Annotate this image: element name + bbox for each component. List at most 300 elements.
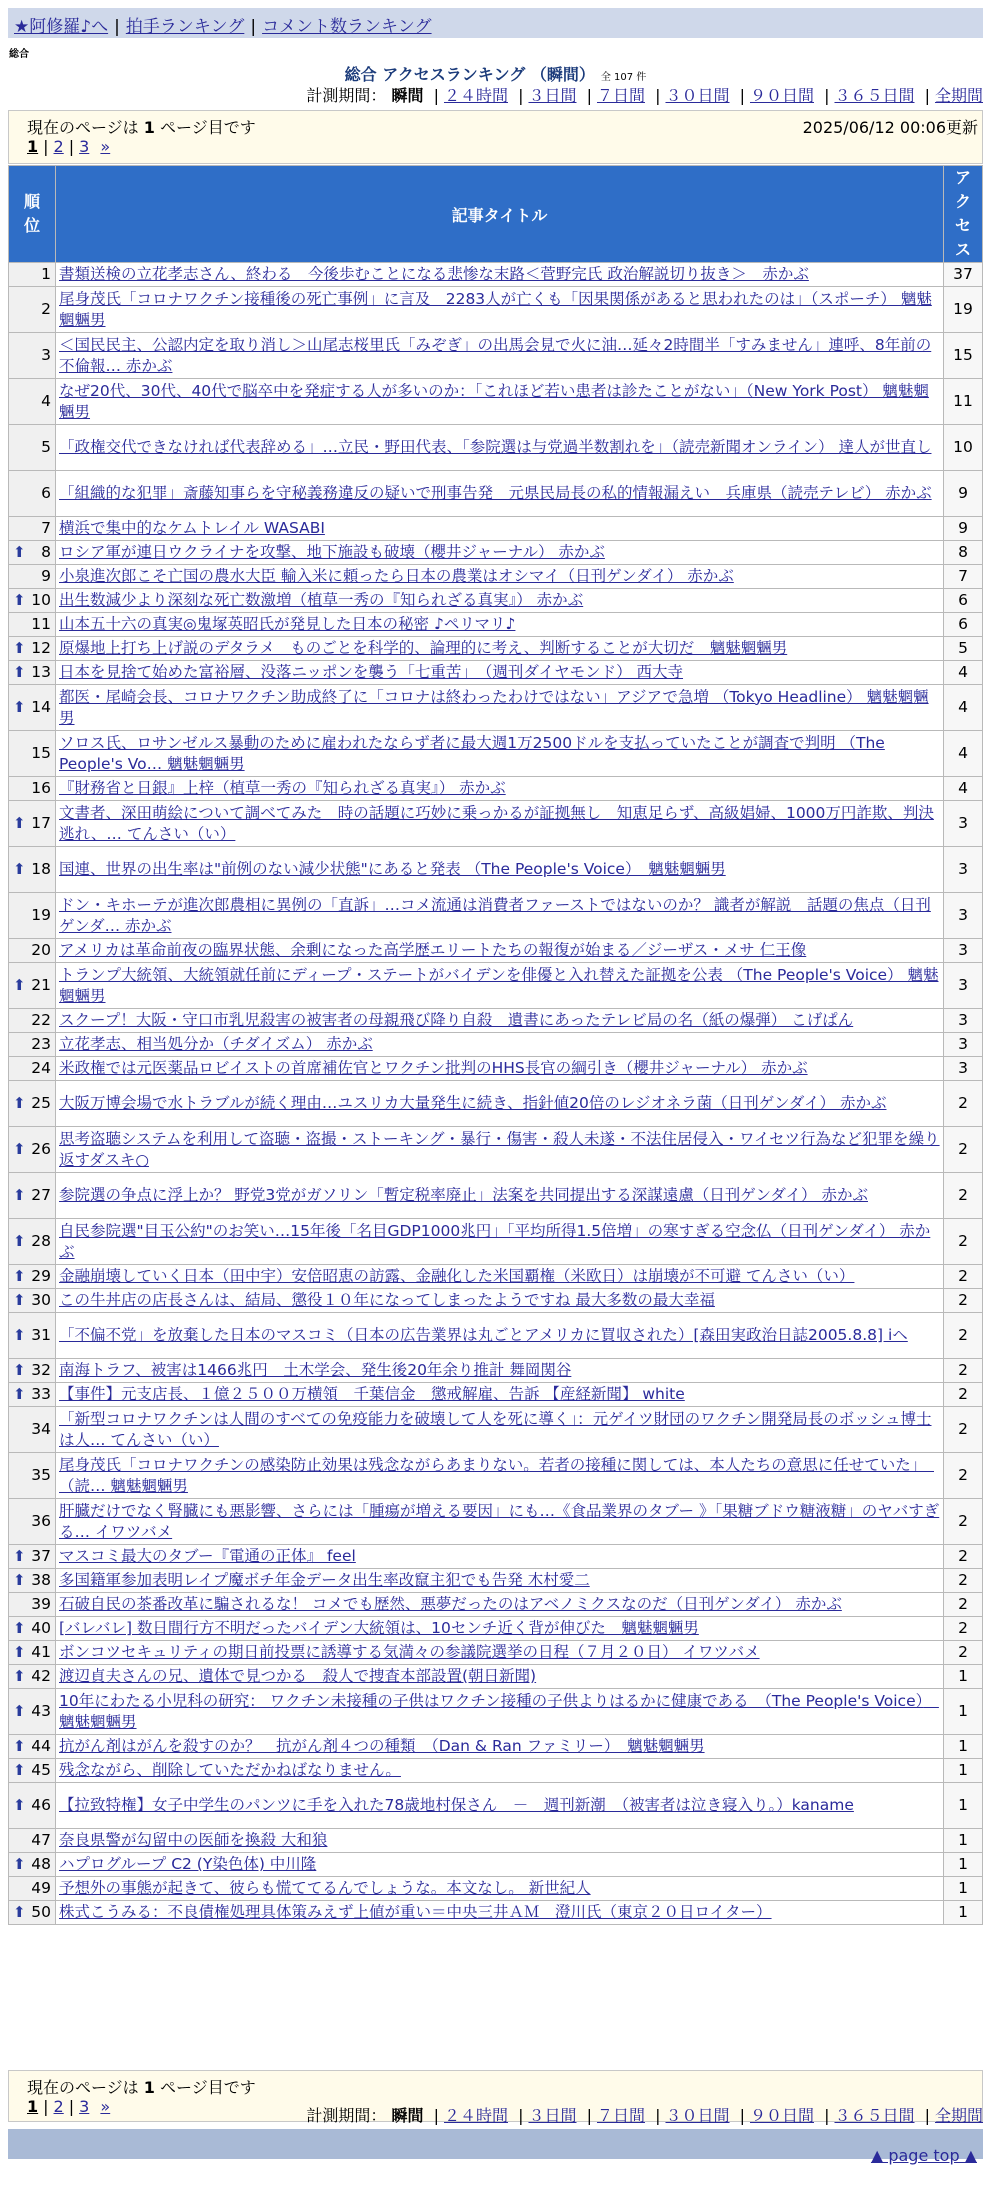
period-link-365d[interactable]: ３６５日間 — [834, 86, 915, 105]
table-row — [9, 847, 983, 893]
rank-cell — [9, 589, 56, 613]
article-link[interactable]: スクープ！大阪・守口市乳児殺害の被害者の母親飛び降り自殺 遺書にあったテレビ局の名（紙の爆弾） こげぱん — [59, 1011, 854, 1029]
table-row — [9, 1173, 983, 1219]
article-link[interactable]: 南海トラフ、被害は1466兆円 土木学会、発生後20年余り推計 舞岡関谷 — [59, 1361, 572, 1379]
article-link[interactable]: ロシア軍が連日ウクライナを攻撃、地下施設も破壊（櫻井ジャーナル） 赤かぶ — [59, 543, 605, 561]
rank-number: 48 — [31, 1855, 51, 1873]
access-count: 3 — [944, 963, 983, 1009]
ranking-body — [9, 263, 983, 1925]
rank-cell — [9, 777, 56, 801]
rank-cell — [9, 1359, 56, 1383]
table-row — [9, 613, 983, 637]
title-cell — [56, 1057, 944, 1081]
rank-up-arrow-icon: ⬆ — [13, 1547, 26, 1565]
title-cell — [56, 1081, 944, 1127]
rank-up-arrow-icon: ⬆ — [13, 1140, 26, 1158]
access-count: 11 — [944, 379, 983, 425]
header-rank: 順位 — [9, 166, 56, 263]
access-count: 1 — [944, 1783, 983, 1829]
access-count: 2 — [944, 1265, 983, 1289]
period-link-90d[interactable]: ９０日間 — [749, 86, 814, 105]
pager-page-1: 1 — [27, 2097, 39, 2116]
article-link[interactable]: 自民参院選"目玉公約"のお笑い…15年後「名目GDP1000兆円」「平均所得1.5倍増」の寒すぎる空念仏（日刊ゲンダイ） 赤かぶ — [59, 1221, 931, 1261]
title-cell — [56, 893, 944, 939]
rank-up-arrow-icon: ⬆ — [13, 1361, 26, 1379]
page-top-link[interactable]: ▲ page top ▲ — [870, 2146, 977, 2165]
table-row — [9, 1453, 983, 1499]
table-row — [9, 1689, 983, 1735]
article-link[interactable]: 米政権では元医薬品ロビイストの首席補佐官とワクチン批判のHHS長官の綱引き（櫻井ジャーナル） 赤かぶ — [59, 1059, 808, 1077]
title-cell — [56, 1877, 944, 1901]
article-link[interactable]: 「新型コロナワクチンは人間のすべての免疫能力を破壊して人を死に導く」：元ゲイツ財団のワクチン開発局長のボッシュ博士は人… てんさい（い） — [59, 1409, 932, 1449]
table-row — [9, 471, 983, 517]
rank-cell — [9, 1453, 56, 1499]
rank-cell — [9, 1313, 56, 1359]
article-link[interactable]: 横浜で集中的なケムトレイル WASABI — [59, 519, 325, 537]
table-row — [9, 685, 983, 731]
rank-cell — [9, 1569, 56, 1593]
article-link[interactable]: 「政権交代できなければ代表辞める」…立民・野田代表、「参院選は与党過半数割れを」（読売新聞オンライン） 達人が世直し — [59, 438, 932, 456]
period-link-7d[interactable]: ７日間 — [596, 2106, 645, 2125]
table-row — [9, 333, 983, 379]
rank-number: 10 — [31, 591, 51, 609]
rank-up-arrow-icon: ⬆ — [13, 663, 26, 681]
rank-cell — [9, 893, 56, 939]
rank-number: 6 — [41, 484, 51, 502]
rank-cell — [9, 1545, 56, 1569]
rank-number: 35 — [31, 1466, 51, 1484]
rank-cell — [9, 1033, 56, 1057]
access-count: 2 — [944, 1383, 983, 1407]
pager-bottom: 1 | 2 | 3 » — [27, 2097, 111, 2116]
rank-number: 16 — [31, 779, 51, 797]
title-cell — [56, 1569, 944, 1593]
access-count: 15 — [944, 333, 983, 379]
rank-up-arrow-icon: ⬆ — [13, 860, 26, 878]
rank-cell — [9, 1407, 56, 1453]
rank-number: 23 — [31, 1035, 51, 1053]
access-count: 2 — [944, 1173, 983, 1219]
period-link-30d[interactable]: ３０日間 — [665, 86, 730, 105]
rank-cell — [9, 637, 56, 661]
title-cell — [56, 425, 944, 471]
pager-page-3[interactable]: 3 — [79, 137, 90, 156]
access-count: 9 — [944, 471, 983, 517]
article-link[interactable]: 尾身茂氏「コロナワクチン接種後の死亡事例」に言及 2283人が亡くも「因果関係があると思われたのは」（スポーチ） 魑魅魍魎男 — [59, 289, 932, 329]
article-link[interactable]: 株式こうみる：不良債権処理具体策みえず上値が重い＝中央三井ＡＭ 澄川氏（東京２０日ロイター） — [59, 1903, 772, 1921]
title-cell — [56, 1127, 944, 1173]
access-count: 1 — [944, 1689, 983, 1735]
title-cell — [56, 847, 944, 893]
rank-number: 41 — [31, 1643, 51, 1661]
rank-number: 13 — [31, 663, 51, 681]
nav-link-applause-ranking[interactable]: 拍手ランキング — [125, 17, 245, 37]
article-link[interactable]: 肝臓だけでなく腎臓にも悪影響、さらには「腫瘍が増える要因」にも…《食品業界のタブー 》「果糖ブドウ糖液糖」のヤバすぎる… イワツバメ — [59, 1501, 940, 1541]
article-link[interactable]: 国連、世界の出生率は"前例のない減少状態"にあると発表 （The People's Voice） 魑魅魍魎男 — [59, 860, 726, 878]
rank-cell — [9, 541, 56, 565]
pager-page-2[interactable]: 2 — [53, 137, 64, 156]
article-link[interactable]: ソロス氏、ロサンゼルス暴動のために雇われたならず者に最大週1万2500ドルを支払っていたことが調査で判明 （The People's Vo… 魑魅魍魎男 — [59, 733, 885, 773]
period-link-7d[interactable]: ７日間 — [596, 86, 645, 105]
access-count: 2 — [944, 1289, 983, 1313]
period-link-all[interactable]: 全期間 — [934, 2106, 983, 2125]
article-link[interactable]: 金融崩壊していく日本（田中宇）安倍昭恵の訪露、金融化した米国覇権（米欧日）は崩壊が不可避 てんさい（い） — [59, 1267, 855, 1285]
table-row — [9, 777, 983, 801]
title-cell — [56, 1173, 944, 1219]
rank-number: 18 — [31, 860, 51, 878]
table-row — [9, 1641, 983, 1665]
access-count: 1 — [944, 1735, 983, 1759]
table-row — [9, 1081, 983, 1127]
table-row — [9, 565, 983, 589]
title-cell — [56, 1499, 944, 1545]
rank-up-arrow-icon: ⬆ — [13, 1291, 26, 1309]
rank-number: 3 — [41, 346, 51, 364]
article-link[interactable]: 都医・尾崎会長、コロナワクチン助成終了に「コロナは終わったわけではない」アジアで急増 （Tokyo Headline） 魑魅魍魎男 — [59, 687, 929, 727]
rank-cell — [9, 1901, 56, 1925]
table-row — [9, 1829, 983, 1853]
title-cell — [56, 379, 944, 425]
title-cell — [56, 565, 944, 589]
title-cell — [56, 1829, 944, 1853]
access-count: 3 — [944, 1033, 983, 1057]
access-count: 2 — [944, 1219, 983, 1265]
rank-number: 12 — [31, 639, 51, 657]
rank-cell — [9, 1735, 56, 1759]
period-link-90d[interactable]: ９０日間 — [749, 2106, 814, 2125]
period-current: 瞬間 — [391, 2106, 424, 2125]
article-link[interactable]: ドン・キホーテが進次郎農相に異例の「直訴」…コメ流通は消費者ファーストではないのか？ 識者が解説 話題の焦点（日刊ゲンダ… 赤かぶ — [59, 895, 931, 935]
title-cell — [56, 1359, 944, 1383]
access-count: 37 — [944, 263, 983, 287]
rank-up-arrow-icon: ⬆ — [13, 1761, 26, 1779]
title-cell — [56, 333, 944, 379]
article-link[interactable]: 10年にわたる小児科の研究： ワクチン未接種の子供はワクチン接種の子供よりはるかに健康である （The People's Voice） 魑魅魍魎男 — [59, 1691, 939, 1731]
article-link[interactable]: 山本五十六の真実◎鬼塚英昭氏が発見した日本の秘密 ♪ペリマリ♪ — [59, 615, 516, 633]
access-count: 2 — [944, 1081, 983, 1127]
title-cell — [56, 801, 944, 847]
title-cell — [56, 287, 944, 333]
page-title-block — [0, 62, 991, 85]
rank-number: 4 — [41, 392, 51, 410]
table-row — [9, 1853, 983, 1877]
rank-up-arrow-icon: ⬆ — [13, 1643, 26, 1661]
period-link-24h[interactable]: ２４時間 — [443, 86, 508, 105]
access-count: 2 — [944, 1641, 983, 1665]
access-count: 2 — [944, 1593, 983, 1617]
article-link[interactable]: 参院選の争点に浮上か？ 野党3党がガソリン「暫定税率廃止」法案を共同提出する深謀遠慮（日刊ゲンダイ） 赤かぶ — [59, 1186, 868, 1204]
rank-cell — [9, 263, 56, 287]
rank-cell — [9, 1057, 56, 1081]
title-cell — [56, 1453, 944, 1499]
category-label: 総合 — [9, 49, 29, 60]
rank-number: 22 — [31, 1011, 51, 1029]
table-row — [9, 1569, 983, 1593]
article-link[interactable]: 文書者、深田萌絵について調べてみた 時の話題に巧妙に乗っかるが証拠無し 知恵足らず、高級娼婦、1000万円詐欺、判決逃れ、… てんさい（い） — [59, 803, 934, 843]
title-cell — [56, 1313, 944, 1359]
access-count: 2 — [944, 1359, 983, 1383]
title-cell — [56, 1641, 944, 1665]
rank-cell — [9, 939, 56, 963]
rank-cell — [9, 1499, 56, 1545]
access-count: 3 — [944, 847, 983, 893]
table-row — [9, 661, 983, 685]
article-link[interactable]: 予想外の事態が起きて、彼らも慌ててるんでしょうな。本文なし。 新世紀人 — [59, 1879, 591, 1897]
table-row — [9, 1057, 983, 1081]
page-info-top — [8, 110, 983, 164]
period-link-24h[interactable]: ２４時間 — [443, 2106, 508, 2125]
period-link-3d[interactable]: ３日間 — [528, 2106, 577, 2125]
rank-cell — [9, 1265, 56, 1289]
table-row — [9, 1383, 983, 1407]
rank-number: 49 — [31, 1879, 51, 1897]
article-link[interactable]: 尾身茂氏「コロナワクチンの感染防止効果は残念ながらあまりない。若者の接種に関しては、本人たちの意思に任せていた」 （読… 魑魅魍魎男 — [59, 1455, 934, 1495]
title-cell — [56, 963, 944, 1009]
access-count: 6 — [944, 589, 983, 613]
access-count: 1 — [944, 1665, 983, 1689]
table-row — [9, 1593, 983, 1617]
rank-up-arrow-icon: ⬆ — [13, 698, 26, 716]
nav-separator: | — [250, 17, 257, 37]
rank-number: 40 — [31, 1619, 51, 1637]
rank-up-arrow-icon: ⬆ — [13, 1702, 26, 1720]
article-link[interactable]: 「組織的な犯罪」斎藤知事らを守秘義務違反の疑いで刑事告発 元県民局長の私的情報漏えい 兵庫県（読売テレビ） 赤かぶ — [59, 484, 932, 502]
table-row — [9, 1665, 983, 1689]
article-link[interactable]: [バレバレ] 数日間行方不明だったバイデン大統領は、10センチ近く背が伸びた 魑魅魍魎男 — [59, 1619, 699, 1637]
period-link-3d[interactable]: ３日間 — [528, 86, 577, 105]
rank-cell — [9, 1689, 56, 1735]
rank-up-arrow-icon: ⬆ — [13, 543, 26, 561]
article-link[interactable]: ハプログループ C2 (Y染色体) 中川隆 — [59, 1855, 317, 1873]
article-link[interactable]: 小泉進次郎こそ亡国の農水大臣 輸入米に頼ったら日本の農業はオシマイ（日刊ゲンダイ） 赤かぶ — [59, 567, 734, 585]
pager-page-2[interactable]: 2 — [53, 2097, 64, 2116]
rank-number: 34 — [31, 1420, 51, 1438]
rank-number: 31 — [31, 1326, 51, 1344]
access-count: 2 — [944, 1569, 983, 1593]
table-row — [9, 589, 983, 613]
rank-number: 36 — [31, 1512, 51, 1530]
rank-number: 50 — [31, 1903, 51, 1921]
access-count: 1 — [944, 1829, 983, 1853]
table-row — [9, 1877, 983, 1901]
rank-cell — [9, 1173, 56, 1219]
rank-up-arrow-icon: ⬆ — [13, 1571, 26, 1589]
rank-up-arrow-icon: ⬆ — [13, 1186, 26, 1204]
rank-cell — [9, 1009, 56, 1033]
article-link[interactable]: アメリカは革命前夜の臨界状態、余剰になった高学歴エリートたちの報復が始まる／ジーザス・メサ 仁王像 — [59, 941, 807, 959]
access-count: 4 — [944, 731, 983, 777]
rank-number: 20 — [31, 941, 51, 959]
rank-number: 25 — [31, 1094, 51, 1112]
table-row — [9, 1901, 983, 1925]
rank-cell — [9, 1289, 56, 1313]
table-row — [9, 517, 983, 541]
period-link-365d[interactable]: ３６５日間 — [834, 2106, 915, 2125]
table-row — [9, 263, 983, 287]
title-cell — [56, 613, 944, 637]
access-count: 2 — [944, 1407, 983, 1453]
rank-cell — [9, 565, 56, 589]
rank-number: 38 — [31, 1571, 51, 1589]
article-link[interactable]: 書類送検の立花孝志さん、終わる 今後歩むことになる悲惨な末路＜菅野完氏 政治解説切り抜き＞ 赤かぶ — [59, 265, 809, 283]
header-access: アクセス — [944, 166, 983, 263]
table-row — [9, 287, 983, 333]
article-link[interactable]: 大阪万博会場で水トラブルが続く理由…ユスリカ大量発生に続き、指針値20倍のレジオネラ菌（日刊ゲンダイ） 赤かぶ — [59, 1094, 887, 1112]
rank-up-arrow-icon: ⬆ — [13, 1667, 26, 1685]
title-cell — [56, 685, 944, 731]
rank-cell — [9, 1593, 56, 1617]
title-cell — [56, 1593, 944, 1617]
title-cell — [56, 1219, 944, 1265]
article-link[interactable]: 日本を見捨て始めた富裕層、没落ニッポンを襲う「七重苦」 （週刊ダイヤモンド） 西大寺 — [59, 663, 684, 681]
rank-up-arrow-icon: ⬆ — [13, 1267, 26, 1285]
access-count: 9 — [944, 517, 983, 541]
access-count: 4 — [944, 685, 983, 731]
access-count: 2 — [944, 1453, 983, 1499]
article-link[interactable]: 思考盗聴システムを利用して盗聴・盗撮・ストーキング・暴行・傷害・殺人未遂・不法住居侵入・ワイセツ行為など犯罪を繰り返すダスキ○ — [59, 1129, 940, 1169]
period-label: 計測期間： — [306, 2106, 387, 2125]
article-link[interactable]: この牛丼店の店長さんは、結局、懲役１０年になってしまったようですね 最大多数の最大幸福 — [59, 1291, 715, 1309]
title-cell — [56, 1759, 944, 1783]
access-count: 3 — [944, 893, 983, 939]
title-cell — [56, 661, 944, 685]
rank-up-arrow-icon: ⬆ — [13, 976, 26, 994]
article-link[interactable]: 抗がん剤はがんを殺すのか？ 抗がん剤４つの種類 （Dan & Ran ファミリー） 魑魅魍魎男 — [59, 1737, 705, 1755]
title-cell — [56, 637, 944, 661]
pager-next[interactable]: » — [100, 2097, 111, 2116]
rank-number: 26 — [31, 1140, 51, 1158]
article-link[interactable]: 立花孝志、相当処分か（チダイズム） 赤かぶ — [59, 1035, 373, 1053]
rank-cell — [9, 685, 56, 731]
access-count: 3 — [944, 801, 983, 847]
rank-number: 1 — [41, 265, 51, 283]
rank-cell — [9, 1759, 56, 1783]
access-count: 10 — [944, 425, 983, 471]
rank-up-arrow-icon: ⬆ — [13, 1232, 26, 1250]
table-row — [9, 1033, 983, 1057]
rank-cell — [9, 1783, 56, 1829]
table-row — [9, 1265, 983, 1289]
table-row — [9, 963, 983, 1009]
title-cell — [56, 1033, 944, 1057]
article-link[interactable]: 「不偏不党」を放棄した日本のマスコミ（日本の広告業界は丸ごとアメリカに買収された）[森田実政治日誌2005.8.8] iヘ — [59, 1326, 908, 1344]
title-cell — [56, 589, 944, 613]
rank-number: 28 — [31, 1232, 51, 1250]
rank-number: 39 — [31, 1595, 51, 1613]
article-link[interactable]: ＜国民民主、公認内定を取り消し＞山尾志桜里氏「みぞぎ」の出馬会見で火に油…延々2時間半「すみません」連呼、8年前の不倫報… 赤かぶ — [59, 335, 932, 375]
table-row — [9, 1313, 983, 1359]
article-link[interactable]: トランプ大統領、大統領就任前にディープ・ステートがバイデンを俳優と入れ替えた証拠を公表 （The People's Voice） 魑魅魍魎男 — [59, 965, 939, 1005]
pager-page-3[interactable]: 3 — [79, 2097, 90, 2116]
rank-cell — [9, 1219, 56, 1265]
rank-cell — [9, 1877, 56, 1901]
nav-link-ashura[interactable]: ★阿修羅♪へ — [14, 17, 109, 37]
table-row — [9, 541, 983, 565]
rank-number: 37 — [31, 1547, 51, 1565]
title-cell — [56, 1689, 944, 1735]
article-link[interactable]: 多国籍軍参加表明レイプ魔ボチ年金データ出生率改竄主犯でも告発 木村愛二 — [59, 1571, 590, 1589]
access-count: 7 — [944, 565, 983, 589]
title-cell — [56, 263, 944, 287]
rank-cell — [9, 517, 56, 541]
rank-up-arrow-icon: ⬆ — [13, 1619, 26, 1637]
article-link[interactable]: マスコミ最大のタブー『電通の正体』 feel — [59, 1547, 356, 1565]
table-row — [9, 1783, 983, 1829]
article-link[interactable]: 奈良県警が勾留中の医師を換殺 大和狼 — [59, 1831, 328, 1849]
table-row — [9, 939, 983, 963]
rank-cell — [9, 425, 56, 471]
article-link[interactable]: 渡辺貞夫さんの兄、遺体で見つかる 殺人で捜査本部設置(朝日新聞) — [59, 1667, 537, 1685]
title-cell — [56, 1735, 944, 1759]
rank-cell — [9, 471, 56, 517]
period-link-30d[interactable]: ３０日間 — [665, 2106, 730, 2125]
article-link[interactable]: 【事件】元支店長、１億２５００万横領 千葉信金 懲戒解雇、告訴 【産経新聞】 white — [59, 1385, 685, 1403]
article-link[interactable]: 原爆地上打ち上げ説のデタラメ ものごとを科学的、論理的に考え、判断することが大切だ 魑魅魍魎男 — [59, 639, 788, 657]
table-row — [9, 893, 983, 939]
access-count: 1 — [944, 1759, 983, 1783]
article-link[interactable]: 『財務省と日銀』上梓（植草一秀の『知られざる真実』） 赤かぶ — [59, 779, 506, 797]
rank-cell — [9, 1383, 56, 1407]
rank-up-arrow-icon: ⬆ — [13, 1737, 26, 1755]
title-cell — [56, 1783, 944, 1829]
table-row — [9, 1617, 983, 1641]
article-link[interactable]: 出生数減少より深刻な死亡数激増（植草一秀の『知られざる真実』） 赤かぶ — [59, 591, 584, 609]
title-cell — [56, 939, 944, 963]
table-row — [9, 1407, 983, 1453]
access-count: 2 — [944, 1313, 983, 1359]
rank-number: 7 — [41, 519, 51, 537]
rank-up-arrow-icon: ⬆ — [13, 1326, 26, 1344]
rank-number: 32 — [31, 1361, 51, 1379]
title-cell — [56, 1265, 944, 1289]
rank-cell — [9, 1853, 56, 1877]
article-link[interactable]: 石破自民の茶番改革に騙されるな！ コメでも歴然、悪夢だったのはアベノミクスなのだ（日刊ゲンダイ） 赤かぶ — [59, 1595, 842, 1613]
table-row — [9, 1499, 983, 1545]
access-count: 19 — [944, 287, 983, 333]
table-row — [9, 731, 983, 777]
title-cell — [56, 1853, 944, 1877]
rank-number: 14 — [31, 698, 51, 716]
title-cell — [56, 1383, 944, 1407]
table-row — [9, 379, 983, 425]
rank-cell — [9, 661, 56, 685]
pager-next[interactable]: » — [100, 137, 111, 156]
title-cell — [56, 777, 944, 801]
page-status: 現在のページは 1 ページ目です — [27, 2078, 256, 2097]
article-link[interactable]: 残念ながら、削除していただかねばなりません。 — [59, 1761, 401, 1779]
table-row — [9, 425, 983, 471]
rank-cell — [9, 847, 56, 893]
rank-up-arrow-icon: ⬆ — [13, 1385, 26, 1403]
footer-bar — [8, 2129, 983, 2159]
article-link[interactable]: ボンコツセキュリティの期日前投票に誘導する気満々の参議院選挙の日程（７月２０日） イワツバメ — [59, 1643, 760, 1661]
access-count: 3 — [944, 1057, 983, 1081]
page-title: 総合 アクセスランキング （瞬間） — [344, 65, 595, 84]
rank-up-arrow-icon: ⬆ — [13, 639, 26, 657]
title-cell — [56, 541, 944, 565]
rank-cell — [9, 1081, 56, 1127]
period-link-all[interactable]: 全期間 — [934, 86, 983, 105]
article-link[interactable]: 【拉致特権】女子中学生のパンツに手を入れた78歳地村保さん － 週刊新潮 （被害者は泣き寝入り。）kaname — [59, 1796, 854, 1814]
rank-cell — [9, 963, 56, 1009]
rank-number: 5 — [41, 438, 51, 456]
article-link[interactable]: なぜ20代、30代、40代で脳卒中を発症する人が多いのか：「これほど若い患者は診たことがない」（New York Post） 魑魅魍魎男 — [59, 381, 929, 421]
nav-link-comment-ranking[interactable]: コメント数ランキング — [262, 17, 432, 37]
rank-cell — [9, 1127, 56, 1173]
table-row — [9, 637, 983, 661]
access-count: 2 — [944, 1617, 983, 1641]
access-count: 3 — [944, 1009, 983, 1033]
